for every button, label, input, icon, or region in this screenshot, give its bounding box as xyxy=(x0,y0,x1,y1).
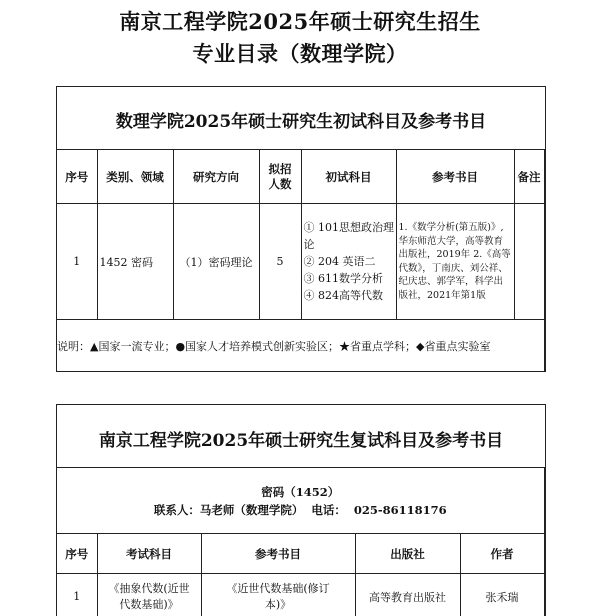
col-header-index: 序号 xyxy=(57,150,97,204)
page-title-line1: 南京工程学院2025年硕士研究生招生 xyxy=(119,9,481,34)
retest-contact: 联系人：马老师（数理学院） 电话： 025-86118176 xyxy=(153,502,447,517)
col-header-book: 参考书目 xyxy=(201,534,355,574)
retest-section xyxy=(56,404,546,616)
subject-item: ④ 824高等代数 xyxy=(303,289,383,302)
cell-subjects xyxy=(301,204,396,320)
cell-index: 1 xyxy=(57,204,97,320)
col-header-index: 序号 xyxy=(57,534,97,574)
cell-index: 1 xyxy=(57,574,97,616)
cell-subject: 《抽象代数(近世代数基础)》 xyxy=(97,574,201,616)
table-header-row xyxy=(57,150,544,204)
initial-exam-section xyxy=(56,86,546,372)
col-header-remark: 备注 xyxy=(514,150,544,204)
cell-author: 张禾瑞 xyxy=(460,574,544,616)
col-header-references: 参考书目 xyxy=(396,150,514,204)
col-header-quota: 拟招人数 xyxy=(259,150,301,204)
table-header-row xyxy=(57,534,544,574)
col-header-publisher: 出版社 xyxy=(355,534,460,574)
cell-direction: （1）密码理论 xyxy=(173,204,259,320)
cell-remark xyxy=(514,204,544,320)
col-header-subject: 考试科目 xyxy=(97,534,201,574)
cell-references: 1.《数学分析(第五版)》,华东师范大学，高等教育出版社，2019年 2.《高等代数》，丁南庆、刘公祥、纪庆忠、郭学军，科学出版社，2021年第1版 xyxy=(396,204,514,320)
initial-exam-table xyxy=(57,149,545,372)
cell-publisher: 高等教育出版社 xyxy=(355,574,460,616)
table-row xyxy=(57,574,544,616)
cell-category: 1452 密码 xyxy=(97,204,173,320)
cell-quota: 5 xyxy=(259,204,301,320)
initial-exam-title: 数理学院2025年硕士研究生初试科目及参考书目 xyxy=(115,112,487,132)
col-header-category: 类别、领域 xyxy=(97,150,173,204)
note-row xyxy=(57,320,544,372)
subject-item: ③ 611数学分析 xyxy=(303,272,383,285)
retest-info-row xyxy=(57,468,544,534)
retest-title: 南京工程学院2025年硕士研究生复试科目及参考书目 xyxy=(98,431,504,451)
subject-item: ① 101思想政治理论 xyxy=(303,221,394,251)
col-header-direction: 研究方向 xyxy=(173,150,259,204)
legend-note: 说明：▲国家一流专业；●国家人才培养模式创新实验区；★省重点学科；◆省重点实验室 xyxy=(57,320,544,372)
subject-item: ② 204 英语二 xyxy=(303,255,376,268)
col-header-subjects: 初试科目 xyxy=(301,150,396,204)
page-title-line2: 专业目录（数理学院） xyxy=(192,41,408,66)
col-header-author: 作者 xyxy=(460,534,544,574)
retest-major: 密码（1452） xyxy=(261,484,340,499)
table-row xyxy=(57,204,544,320)
retest-info-cell xyxy=(57,468,544,534)
retest-table xyxy=(57,467,545,616)
cell-book: 《近世代数基础(修订本)》 xyxy=(201,574,355,616)
